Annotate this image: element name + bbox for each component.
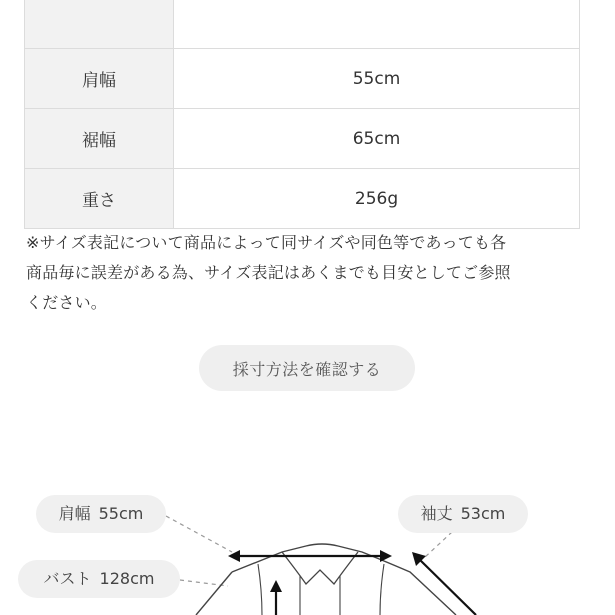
spec-label-weight: 重さ: [25, 169, 174, 229]
bust-callout: [18, 560, 180, 598]
callout-label: バスト: [43, 569, 92, 588]
shoulder-width-callout: [36, 495, 166, 533]
note-line: 商品毎に誤差がある為、サイズ表記はあくまでも目安としてご参照: [26, 263, 511, 282]
check-measurement-method-button[interactable]: 採寸方法を確認する: [199, 345, 415, 391]
callout-value: 53cm: [460, 504, 506, 523]
callout-value: 128cm: [99, 569, 155, 588]
callout-label: 肩幅: [58, 504, 91, 523]
table-row: [25, 49, 580, 109]
spec-label-shoulder-width: 肩幅: [25, 49, 174, 109]
table-row: [25, 109, 580, 169]
table-row: [25, 0, 580, 49]
size-disclaimer-note: [26, 228, 594, 318]
spec-label: [25, 0, 174, 49]
note-line: ください。: [26, 293, 108, 312]
note-line: ※サイズ表記について商品によって同サイズや同色等であっても各: [26, 233, 507, 252]
callout-label: 袖丈: [420, 504, 453, 523]
table-row: [25, 169, 580, 229]
callout-value: 55cm: [98, 504, 144, 523]
spec-label-hem-width: 裾幅: [25, 109, 174, 169]
spec-value-hem-width: 65cm: [174, 109, 580, 169]
spec-value: [174, 0, 580, 49]
measurement-diagram: [0, 480, 615, 615]
size-spec-table: [24, 0, 580, 229]
spec-value-weight: 256g: [174, 169, 580, 229]
sleeve-length-callout: [398, 495, 528, 533]
spec-value-shoulder-width: 55cm: [174, 49, 580, 109]
